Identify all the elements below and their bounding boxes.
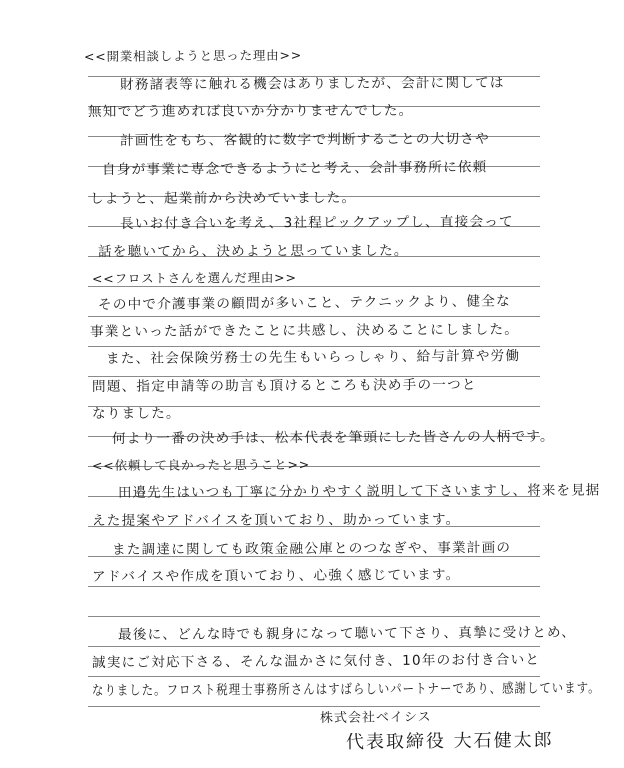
- body-line: アドバイスや作成を頂いており、心強く感じています。: [91, 567, 461, 585]
- body-line: 計画性をもち、客観的に数字で判断することの大切さや: [119, 131, 490, 149]
- ruled-line: [88, 586, 540, 587]
- body-line: 事業といった話ができたことに共感し、決めることにしました。: [89, 321, 520, 340]
- signature-company: 株式会社ベイシス: [319, 710, 432, 726]
- body-line: 田邉先生はいつも丁寧に分かりやすく説明して下さいますし、将来を見据: [117, 482, 601, 501]
- section-heading-glad-to-request: <<依頼して良かったと思うこと>>: [91, 456, 311, 473]
- body-line: なりました。フロスト税理士事務所さんはすばらしいパートナーであり、感謝しています。: [91, 680, 601, 699]
- body-line: しようと、起業前から決めていました。: [89, 190, 357, 207]
- body-line: 問題、指定申請等の助言も頂けるところも決め手の一つと: [91, 376, 477, 395]
- body-line: 財務諸表等に触れる機会はありましたが、会計に関しては: [119, 74, 505, 93]
- ruled-line: [88, 646, 540, 647]
- body-line: 最後に、どんな時でも親身になって聴いて下さり、真摯に受けとめ、: [117, 624, 577, 643]
- ruled-line: [88, 706, 540, 707]
- body-line: また、社会保険労務士の先生もいらっしゃり、給与計算や労働: [105, 348, 521, 367]
- body-line: 誠実にご対応下さる、そんな温かさに気付き、10年のお付き合いと: [91, 651, 541, 671]
- body-line: 自身が事業に専念できるようにと考え、会計事務所に依頼: [101, 159, 488, 178]
- body-line: 長いお付き合いを考え、3社程ピックアップし、直接会って: [119, 213, 514, 232]
- ruled-line: [88, 616, 540, 617]
- ruled-line: [88, 316, 540, 317]
- body-line: その中で介護事業の顧問が多いこと、テクニックより、健全な: [97, 293, 511, 313]
- body-line: また調達に関しても政策金融公庫とのつなぎや、事業計画の: [111, 539, 512, 558]
- section-heading-reason-consult: <<開業相談しようと思った理由>>: [83, 47, 303, 64]
- signature-title-name: 代表取締役 大石健太郎: [345, 729, 554, 753]
- body-line: 無知でどう進めれば良いか分かりませんでした。: [87, 102, 414, 120]
- body-line: なりました。: [91, 405, 181, 422]
- body-line: 話を聴いてから、決めようと思っていました。: [97, 242, 409, 260]
- body-line: えた提案やアドバイスを頂いており、助かっています。: [91, 511, 461, 529]
- ruled-line: [88, 676, 540, 677]
- body-line: 何より一番の決め手は、松本代表を筆頭にした皆さんの人柄です。: [111, 428, 555, 447]
- section-heading-reason-choose: <<フロストさんを選んだ理由>>: [91, 269, 297, 286]
